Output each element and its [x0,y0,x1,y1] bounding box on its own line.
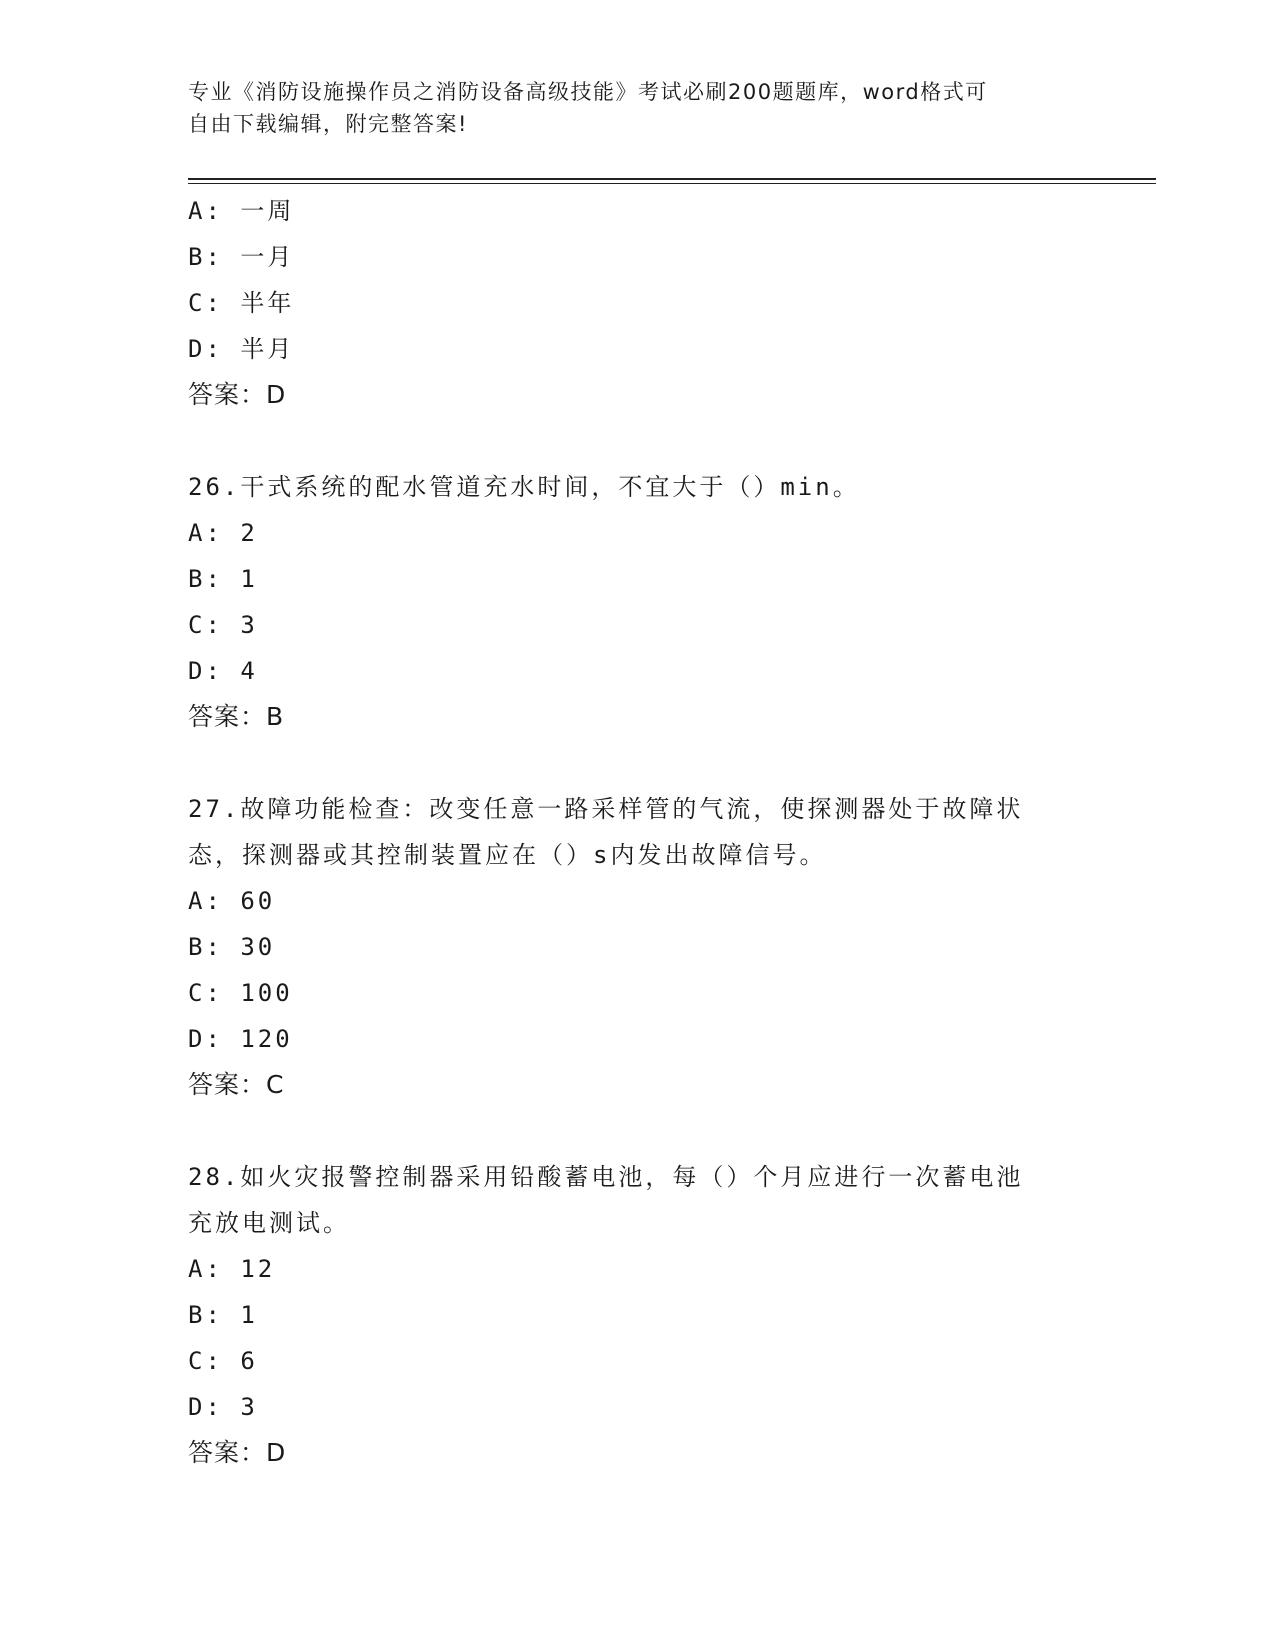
option-b: B: 1 [188,1301,258,1329]
header-divider-thin [188,183,1156,184]
question-block-26 [188,464,1088,740]
document-header [188,76,1068,140]
header-divider-thick [188,178,1156,180]
answer-line: 答案：C [188,1070,285,1099]
question-block-27 [188,786,1088,1108]
option-a: A: 12 [188,1255,276,1283]
option-a: A: 60 [188,887,276,915]
option-d: D: 3 [188,1393,258,1421]
question-text-line-2: 态，探测器或其控制装置应在（）s内发出故障信号。 [188,841,827,869]
header-line-1: 专业《消防设施操作员之消防设备高级技能》考试必刷200题题库，word格式可 [188,80,988,104]
option-a: A: 一周 [188,197,295,225]
spacer [188,418,1088,464]
option-d: D: 4 [188,657,258,685]
question-block-25 [188,188,1088,418]
option-d: D: 半月 [188,335,295,363]
answer-line: 答案：D [188,1438,287,1467]
answer-line: 答案：D [188,380,287,409]
option-a: A: 2 [188,519,258,547]
spacer [188,1108,1088,1154]
spacer [188,740,1088,786]
question-text-line-1: 27.故障功能检查：改变任意一路采样管的气流，使探测器处于故障状 [188,795,1024,823]
option-c: C: 半年 [188,289,295,317]
question-text-line-2: 充放电测试。 [188,1209,350,1237]
question-list [188,188,1088,1476]
question-text: 26.干式系统的配水管道充水时间，不宜大于（）min。 [188,473,860,501]
header-line-2: 自由下载编辑，附完整答案! [188,112,468,136]
option-c: C: 6 [188,1347,258,1375]
question-text-line-1: 28.如火灾报警控制器采用铅酸蓄电池，每（）个月应进行一次蓄电池 [188,1163,1024,1191]
option-b: B: 1 [188,565,258,593]
option-c: C: 3 [188,611,258,639]
question-block-28 [188,1154,1088,1476]
answer-line: 答案：B [188,702,285,731]
option-d: D: 120 [188,1025,293,1053]
option-b: B: 30 [188,933,276,961]
option-b: B: 一月 [188,243,295,271]
option-c: C: 100 [188,979,293,1007]
